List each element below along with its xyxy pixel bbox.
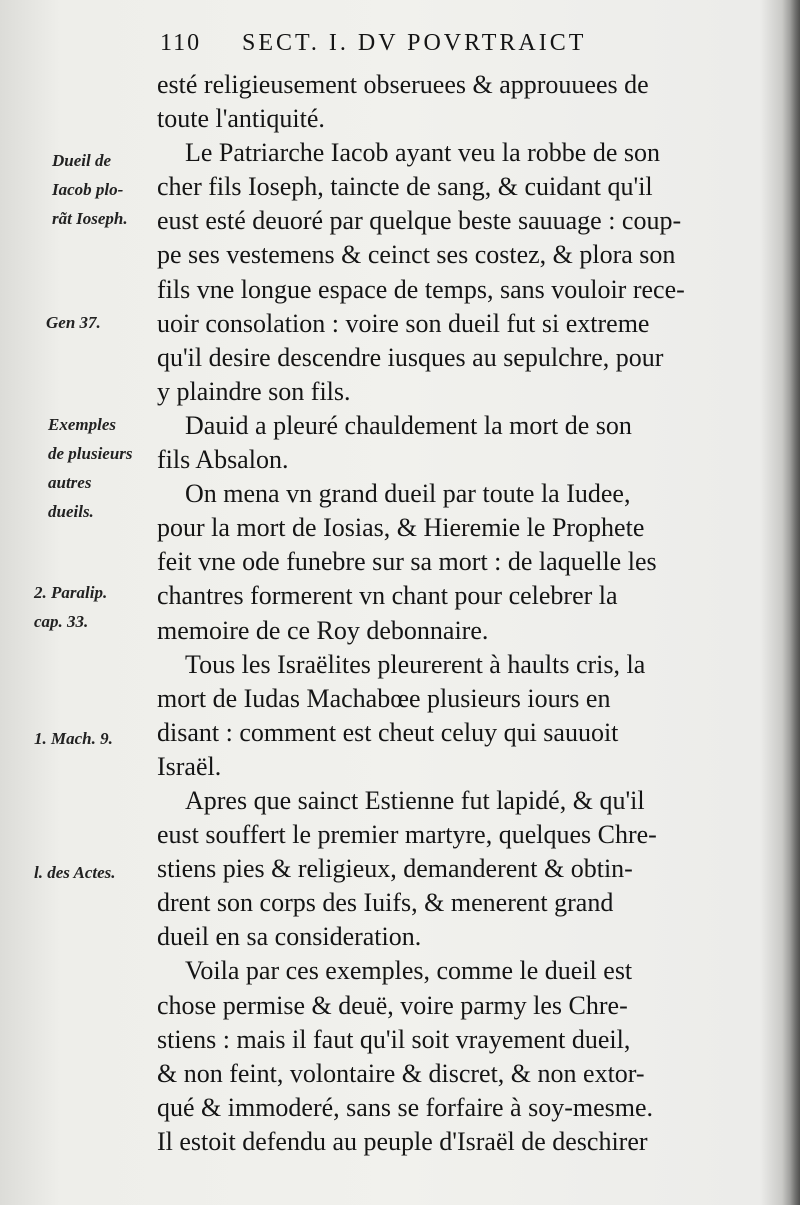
text-line: toute l'antiquité. bbox=[157, 104, 325, 134]
text-line: Tous les Israëlites pleurerent à haults cris, la bbox=[185, 649, 646, 679]
margin-note-dueil-iacob bbox=[52, 146, 128, 233]
margin-note-line: autres bbox=[48, 473, 92, 492]
text-line: stiens : mais il faut qu'il soit vrayement dueil, bbox=[157, 1024, 631, 1054]
text-line: Le Patriarche Iacob ayant veu la robbe de son bbox=[185, 138, 661, 168]
text-line: drent son corps des Iuifs, & menerent grand bbox=[157, 888, 614, 918]
margin-note-line: Exemples bbox=[48, 415, 116, 434]
text-line: pour la mort de Iosias, & Hieremie le Prophete bbox=[157, 513, 645, 543]
page-edge-shadow bbox=[782, 0, 800, 1205]
text-line: eust souffert le premier martyre, quelques Chre- bbox=[157, 820, 657, 850]
page-number: 110 bbox=[160, 30, 202, 56]
paragraph bbox=[157, 68, 743, 136]
margin-note-line: dueils. bbox=[48, 502, 94, 521]
text-line: fils Absalon. bbox=[157, 445, 289, 475]
text-line: Apres que sainct Estienne fut lapidé, & qu'il bbox=[185, 785, 645, 815]
text-line: chose permise & deuë, voire parmy les Chre- bbox=[157, 990, 628, 1020]
margin-note-line: Gen 37. bbox=[46, 313, 101, 332]
text-line: uoir consolation : voire son dueil fut si extreme bbox=[157, 308, 650, 338]
text-line: chantres formerent vn chant pour celebrer la bbox=[157, 581, 618, 611]
text-line: qu'il desire descendre iusques au sepulchre, pour bbox=[157, 342, 664, 372]
margin-note-line: 1. Mach. 9. bbox=[34, 729, 113, 748]
text-line: pe ses vestemens & ceinct ses costez, & plora son bbox=[157, 240, 676, 270]
paragraph bbox=[157, 409, 743, 477]
text-line: Il estoit defendu au peuple d'Israël de deschirer bbox=[157, 1126, 648, 1156]
margin-note-line: rãt Ioseph. bbox=[52, 209, 128, 228]
text-line: mort de Iudas Machabœe plusieurs iours en bbox=[157, 683, 611, 713]
text-line: cher fils Ioseph, taincte de sang, & cuidant qu'il bbox=[157, 172, 653, 202]
paragraph bbox=[157, 954, 743, 1159]
margin-note-line: cap. 33. bbox=[34, 612, 89, 631]
margin-note-paralip bbox=[34, 578, 107, 636]
text-line: fils vne longue espace de temps, sans vouloir rece- bbox=[157, 274, 685, 304]
margin-note-line: 2. Paralip. bbox=[34, 583, 108, 602]
margin-note-mach bbox=[34, 724, 113, 753]
paragraph bbox=[157, 784, 743, 954]
text-line: disant : comment est cheut celuy qui sauuoit bbox=[157, 717, 619, 747]
page-header bbox=[160, 30, 760, 64]
text-line: stiens pies & religieux, demanderent & obtin- bbox=[157, 854, 633, 884]
text-line: y plaindre son fils. bbox=[157, 376, 351, 406]
margin-note-line: Iacob plo- bbox=[52, 180, 124, 199]
body-text bbox=[157, 68, 743, 1159]
text-line: qué & immoderé, sans se forfaire à soy-mesme. bbox=[157, 1092, 654, 1122]
margin-note-gen bbox=[46, 308, 101, 337]
paragraph bbox=[157, 136, 743, 409]
text-line: feit vne ode funebre sur sa mort : de laquelle les bbox=[157, 547, 657, 577]
margin-note-actes bbox=[34, 858, 116, 887]
margin-note-exemples bbox=[48, 410, 133, 526]
text-line: Dauid a pleuré chauldement la mort de son bbox=[185, 410, 632, 440]
margin-note-line: Dueil de bbox=[52, 151, 112, 170]
margin-notes bbox=[0, 0, 160, 1205]
text-line: Israël. bbox=[157, 751, 222, 781]
running-head: SECT. I. DV POVRTRAICT bbox=[242, 30, 587, 56]
paragraph bbox=[157, 477, 743, 647]
paragraph bbox=[157, 648, 743, 784]
text-line: & non feint, volontaire & discret, & non extor- bbox=[157, 1058, 645, 1088]
text-line: memoire de ce Roy debonnaire. bbox=[157, 615, 489, 645]
text-line: Voila par ces exemples, comme le dueil est bbox=[185, 956, 633, 986]
text-line: dueil en sa consideration. bbox=[157, 922, 422, 952]
text-line: eust esté deuoré par quelque beste sauuage : coup- bbox=[157, 206, 682, 236]
text-line: esté religieusement obseruees & approuuees de bbox=[157, 70, 649, 99]
margin-note-line: de plusieurs bbox=[48, 444, 133, 463]
text-line: On mena vn grand dueil par toute la Iudee, bbox=[185, 479, 631, 509]
margin-note-line: l. des Actes. bbox=[34, 863, 116, 882]
